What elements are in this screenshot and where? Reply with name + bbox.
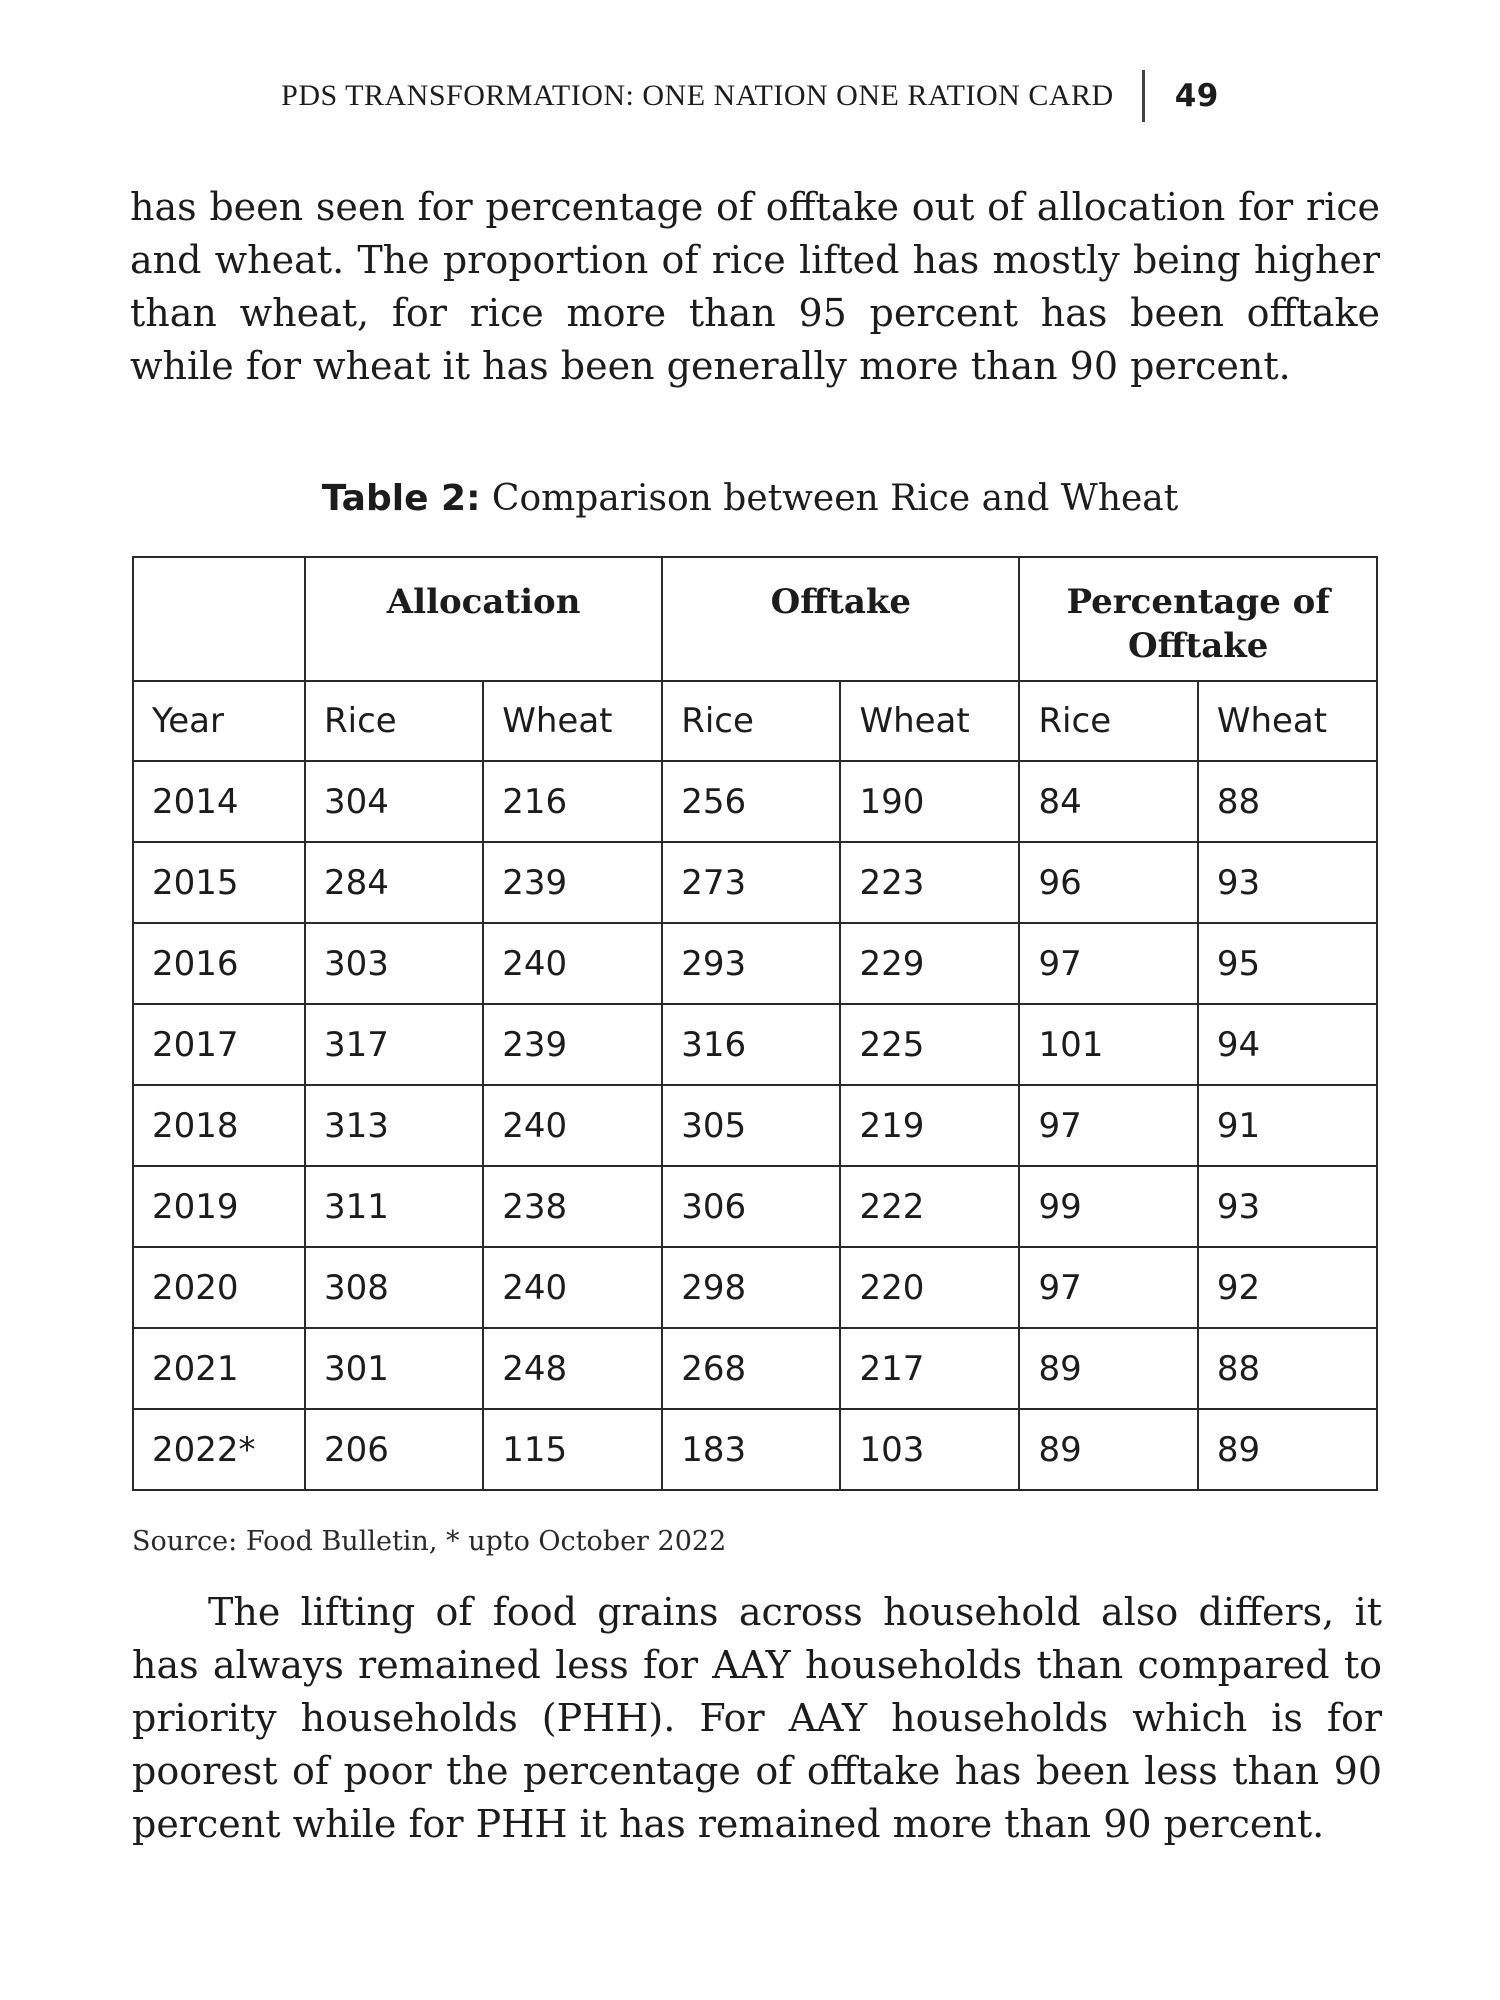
cell-allocation-rice: 284: [305, 842, 483, 923]
cell-offtake-rice: 268: [662, 1328, 840, 1409]
cell-offtake-wheat: 190: [840, 761, 1019, 842]
cell-offtake-rice: 316: [662, 1004, 840, 1085]
cell-offtake-rice: 293: [662, 923, 840, 1004]
table-subheader-row: [133, 681, 1377, 761]
cell-year: 2017: [133, 1004, 305, 1085]
page-number: 49: [1174, 78, 1219, 114]
body-paragraph-2: [132, 1586, 1382, 1851]
cell-percentage-rice: 99: [1019, 1166, 1197, 1247]
cell-offtake-rice: 298: [662, 1247, 840, 1328]
cell-percentage-rice: 96: [1019, 842, 1197, 923]
cell-offtake-rice: 183: [662, 1409, 840, 1490]
cell-offtake-rice: 306: [662, 1166, 840, 1247]
cell-offtake-rice: 305: [662, 1085, 840, 1166]
table-row: [133, 1409, 1377, 1490]
cell-year: 2019: [133, 1166, 305, 1247]
subheader-percentage-wheat: Wheat: [1198, 681, 1377, 761]
cell-percentage-wheat: 92: [1198, 1247, 1377, 1328]
cell-year: 2016: [133, 923, 305, 1004]
table-group-header-row: [133, 557, 1377, 681]
table-caption-text: Comparison between Rice and Wheat: [480, 478, 1179, 519]
header-divider: [1142, 70, 1145, 122]
body-paragraph-1: has been seen for percentage of offtake out of allocation for rice and wheat. The proportion of rice lifted has mostly being higher than wheat, for rice more than 95 percent has been offtake while for wheat it has been generally more than 90 percent.: [130, 185, 1380, 388]
cell-offtake-wheat: 222: [840, 1166, 1019, 1247]
cell-year: 2015: [133, 842, 305, 923]
cell-percentage-rice: 101: [1019, 1004, 1197, 1085]
table-row: [133, 761, 1377, 842]
table-row: [133, 842, 1377, 923]
cell-offtake-wheat: 229: [840, 923, 1019, 1004]
cell-percentage-rice: 89: [1019, 1328, 1197, 1409]
header-offtake: Offtake: [662, 557, 1019, 681]
cell-year: 2020: [133, 1247, 305, 1328]
cell-percentage-wheat: 88: [1198, 761, 1377, 842]
cell-percentage-wheat: 93: [1198, 1166, 1377, 1247]
cell-percentage-wheat: 94: [1198, 1004, 1377, 1085]
cell-offtake-wheat: 223: [840, 842, 1019, 923]
table-row: [133, 923, 1377, 1004]
table-caption-label: Table 2:: [321, 478, 481, 519]
cell-year: 2014: [133, 761, 305, 842]
cell-allocation-wheat: 240: [483, 1085, 662, 1166]
cell-allocation-rice: 308: [305, 1247, 483, 1328]
table-row: [133, 1328, 1377, 1409]
header-empty-cell: [133, 557, 305, 681]
cell-year: 2021: [133, 1328, 305, 1409]
cell-allocation-rice: 301: [305, 1328, 483, 1409]
subheader-percentage-rice: Rice: [1019, 681, 1197, 761]
subheader-allocation-wheat: Wheat: [483, 681, 662, 761]
cell-allocation-wheat: 240: [483, 923, 662, 1004]
cell-allocation-rice: 206: [305, 1409, 483, 1490]
cell-allocation-wheat: 239: [483, 842, 662, 923]
cell-percentage-rice: 97: [1019, 923, 1197, 1004]
cell-percentage-wheat: 95: [1198, 923, 1377, 1004]
cell-allocation-wheat: 239: [483, 1004, 662, 1085]
cell-percentage-wheat: 89: [1198, 1409, 1377, 1490]
running-title: PDS TRANSFORMATION: ONE NATION ONE RATION CARD: [281, 79, 1114, 112]
cell-allocation-rice: 311: [305, 1166, 483, 1247]
cell-allocation-rice: 313: [305, 1085, 483, 1166]
cell-percentage-wheat: 93: [1198, 842, 1377, 923]
cell-allocation-rice: 304: [305, 761, 483, 842]
cell-percentage-rice: 97: [1019, 1085, 1197, 1166]
comparison-table: [132, 556, 1378, 1491]
table-row: [133, 1166, 1377, 1247]
table-caption: [0, 478, 1500, 519]
cell-offtake-rice: 256: [662, 761, 840, 842]
cell-allocation-wheat: 240: [483, 1247, 662, 1328]
cell-allocation-wheat: 115: [483, 1409, 662, 1490]
cell-allocation-wheat: 216: [483, 761, 662, 842]
table-row: [133, 1004, 1377, 1085]
table-source-note: Source: Food Bulletin, * upto October 2022: [132, 1526, 727, 1557]
table-row: [133, 1247, 1377, 1328]
table-row: [133, 1085, 1377, 1166]
cell-year: 2018: [133, 1085, 305, 1166]
subheader-year: Year: [133, 681, 305, 761]
cell-offtake-wheat: 219: [840, 1085, 1019, 1166]
running-header: [0, 70, 1500, 122]
cell-allocation-rice: 303: [305, 923, 483, 1004]
cell-allocation-rice: 317: [305, 1004, 483, 1085]
cell-percentage-rice: 89: [1019, 1409, 1197, 1490]
cell-percentage-wheat: 91: [1198, 1085, 1377, 1166]
cell-percentage-wheat: 88: [1198, 1328, 1377, 1409]
subheader-allocation-rice: Rice: [305, 681, 483, 761]
header-allocation: Allocation: [305, 557, 662, 681]
cell-allocation-wheat: 238: [483, 1166, 662, 1247]
cell-offtake-wheat: 217: [840, 1328, 1019, 1409]
cell-offtake-rice: 273: [662, 842, 840, 923]
header-percentage-of-offtake: Percentage of Offtake: [1019, 557, 1377, 681]
subheader-offtake-rice: Rice: [662, 681, 840, 761]
cell-percentage-rice: 97: [1019, 1247, 1197, 1328]
cell-offtake-wheat: 103: [840, 1409, 1019, 1490]
cell-offtake-wheat: 220: [840, 1247, 1019, 1328]
body-paragraph-2-text: The lifting of food grains across household also differs, it has always remained less for AAY households than compared to priority households (PHH). For AAY households which is for poorest of poor the percentage of offtake has been less than 90 percent while for PHH it has remained more than 90 percent.: [132, 1590, 1382, 1846]
subheader-offtake-wheat: Wheat: [840, 681, 1019, 761]
cell-year: 2022*: [133, 1409, 305, 1490]
cell-offtake-wheat: 225: [840, 1004, 1019, 1085]
cell-allocation-wheat: 248: [483, 1328, 662, 1409]
cell-percentage-rice: 84: [1019, 761, 1197, 842]
